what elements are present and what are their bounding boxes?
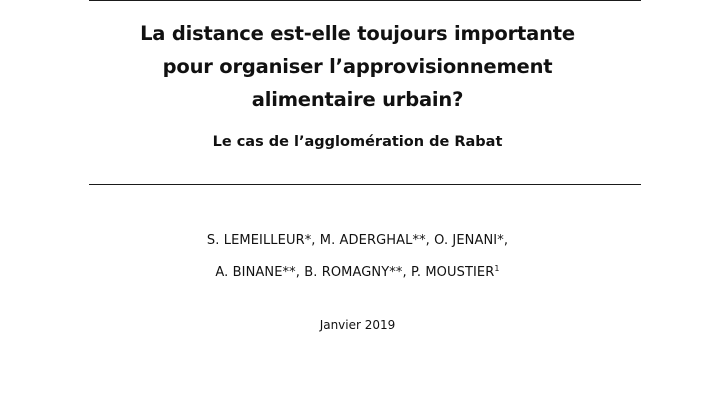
top-rule [89, 0, 641, 1]
section-rule [89, 184, 641, 185]
paper-title [60, 17, 655, 116]
author-list [60, 225, 655, 289]
footnote-marker: 1 [494, 264, 500, 273]
title-line: La distance est-elle toujours importante [140, 22, 575, 45]
title-line: pour organiser l’approvisionnement [162, 55, 553, 78]
author-line [60, 257, 655, 289]
author-line: S. LEMEILLEUR*, M. ADERGHAL**, O. JENANI*, [206, 233, 509, 248]
title-line: alimentaire urbain? [251, 88, 464, 111]
paper-subtitle: Le cas de l’agglomération de Rabat [212, 134, 503, 150]
author-line-text: A. BINANE**, B. ROMAGNY**, P. MOUSTIER [215, 265, 495, 280]
publication-date: Janvier 2019 [319, 318, 396, 332]
